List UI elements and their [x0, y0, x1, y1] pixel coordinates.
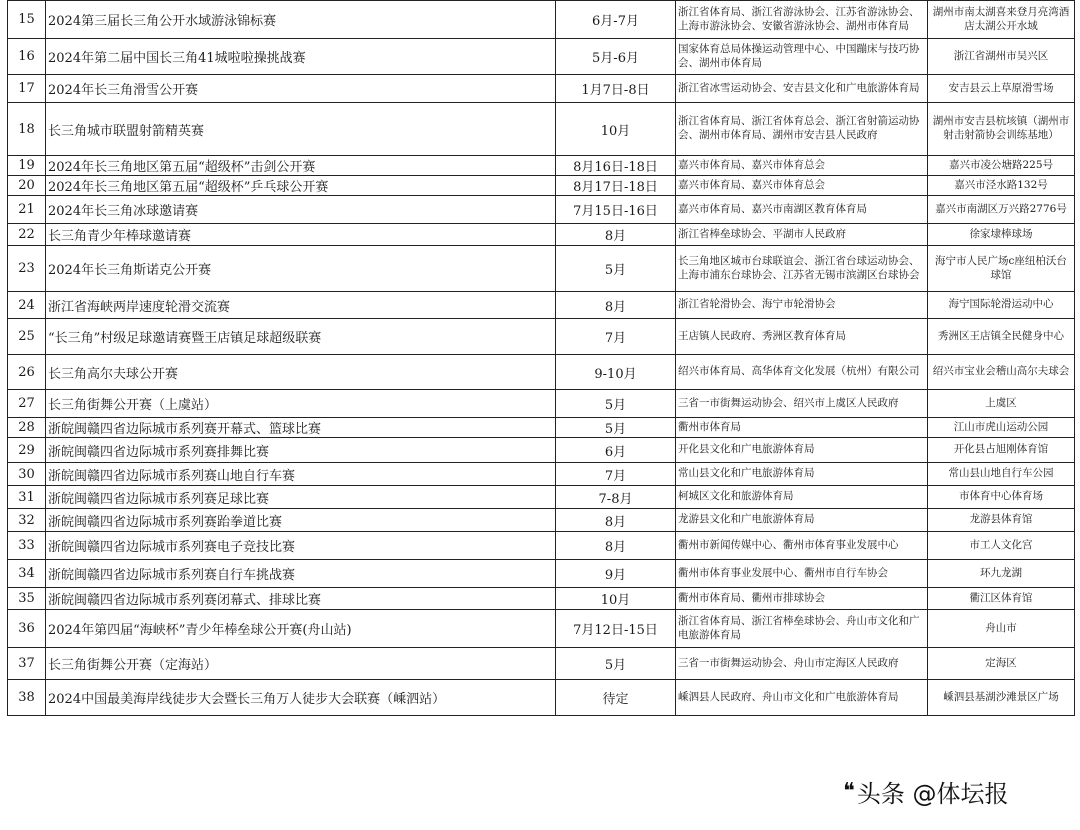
event-venue: 徐家埭棒球场: [928, 224, 1075, 246]
table-row: [8, 156, 1075, 176]
event-venue: 浙江省湖州市吴兴区: [928, 39, 1075, 75]
event-date: 5月: [556, 418, 676, 438]
event-venue: 绍兴市宝业会稽山高尔夫球会: [928, 355, 1075, 390]
event-date: 6月: [556, 438, 676, 463]
table-row: [8, 355, 1075, 390]
event-organizers: 常山县文化和广电旅游体育局: [676, 463, 928, 486]
table-row: [8, 319, 1075, 355]
event-venue: 嵊泗县基湖沙滩景区广场: [928, 680, 1075, 716]
event-name: 长三角城市联盟射箭精英赛: [46, 103, 556, 156]
event-venue: 市体育中心体育场: [928, 486, 1075, 509]
event-organizers: 王店镇人民政府、秀洲区教育体育局: [676, 319, 928, 355]
toutiao-logo-icon: ❝: [843, 779, 855, 804]
event-date: 7月: [556, 463, 676, 486]
event-organizers: 浙江省棒垒球协会、平湖市人民政府: [676, 224, 928, 246]
event-venue: 海宁市人民广场c座纽柏沃台球馆: [928, 246, 1075, 292]
event-organizers: 嘉兴市体育局、嘉兴市南湖区教育体育局: [676, 196, 928, 224]
row-number: 27: [8, 390, 46, 418]
row-number: 38: [8, 680, 46, 716]
row-number: 25: [8, 319, 46, 355]
row-number: 17: [8, 75, 46, 103]
event-date: 5月-6月: [556, 39, 676, 75]
event-name: 长三角青少年棒球邀请赛: [46, 224, 556, 246]
event-organizers: 三省一市街舞运动协会、舟山市定海区人民政府: [676, 648, 928, 680]
event-date: 10月: [556, 103, 676, 156]
event-organizers: 开化县文化和广电旅游体育局: [676, 438, 928, 463]
event-name: 2024第三届长三角公开水域游泳锦标赛: [46, 1, 556, 39]
event-name: 2024年第二届中国长三角41城啦啦操挑战赛: [46, 39, 556, 75]
row-number: 36: [8, 610, 46, 648]
event-organizers: 嘉兴市体育局、嘉兴市体育总会: [676, 156, 928, 176]
event-organizers: 衢州市体育事业发展中心、衢州市自行车协会: [676, 560, 928, 588]
event-date: 7月15日-16日: [556, 196, 676, 224]
event-venue: 市工人文化宫: [928, 532, 1075, 560]
event-venue: 安吉县云上草原滑雪场: [928, 75, 1075, 103]
row-number: 30: [8, 463, 46, 486]
event-organizers: 浙江省冰雪运动协会、安吉县文化和广电旅游体育局: [676, 75, 928, 103]
row-number: 37: [8, 648, 46, 680]
table-row: [8, 509, 1075, 532]
event-date: 9月: [556, 560, 676, 588]
event-name: 浙皖闽赣四省边际城市系列赛电子竞技比赛: [46, 532, 556, 560]
table-row: [8, 532, 1075, 560]
table-row: [8, 390, 1075, 418]
table-row: [8, 648, 1075, 680]
events-table: [7, 0, 1075, 716]
row-number: 15: [8, 1, 46, 39]
row-number: 23: [8, 246, 46, 292]
row-number: 34: [8, 560, 46, 588]
row-number: 29: [8, 438, 46, 463]
event-venue: 秀洲区王店镇全民健身中心: [928, 319, 1075, 355]
event-organizers: 长三角地区城市台球联谊会、浙江省台球运动协会、上海市浦东台球协会、江苏省无锡市滨湖区台球协会: [676, 246, 928, 292]
table-row: [8, 1, 1075, 39]
event-date: 1月7日-8日: [556, 75, 676, 103]
event-organizers: 衢州市体育局: [676, 418, 928, 438]
event-name: 浙皖闽赣四省边际城市系列赛开幕式、篮球比赛: [46, 418, 556, 438]
event-date: 待定: [556, 680, 676, 716]
event-name: 浙江省海峡两岸速度轮滑交流赛: [46, 292, 556, 319]
event-name: 2024年第四届“海峡杯”青少年棒垒球公开赛(舟山站): [46, 610, 556, 648]
event-venue: 嘉兴市南湖区万兴路2776号: [928, 196, 1075, 224]
event-organizers: 浙江省轮滑协会、海宁市轮滑协会: [676, 292, 928, 319]
event-date: 8月: [556, 532, 676, 560]
event-venue: 衢江区体育馆: [928, 588, 1075, 610]
event-name: 浙皖闽赣四省边际城市系列赛自行车挑战赛: [46, 560, 556, 588]
table-row: [8, 418, 1075, 438]
table-row: [8, 103, 1075, 156]
event-name: 浙皖闽赣四省边际城市系列赛跆拳道比赛: [46, 509, 556, 532]
event-venue: 上虞区: [928, 390, 1075, 418]
event-venue: 海宁国际轮滑运动中心: [928, 292, 1075, 319]
row-number: 32: [8, 509, 46, 532]
event-organizers: 浙江省体育局、浙江省游泳协会、江苏省游泳协会、上海市游泳协会、安徽省游泳协会、湖州市体育局: [676, 1, 928, 39]
table-row: [8, 588, 1075, 610]
event-date: 8月: [556, 292, 676, 319]
event-date: 8月: [556, 509, 676, 532]
table-row: [8, 39, 1075, 75]
table-row: [8, 438, 1075, 463]
event-venue: 环九龙湖: [928, 560, 1075, 588]
event-venue: 开化县占旭刚体育馆: [928, 438, 1075, 463]
event-name: 长三角高尔夫球公开赛: [46, 355, 556, 390]
event-organizers: 衢州市新闻传媒中心、衢州市体育事业发展中心: [676, 532, 928, 560]
table-row: [8, 246, 1075, 292]
event-organizers: 柯城区文化和旅游体育局: [676, 486, 928, 509]
event-name: 浙皖闽赣四省边际城市系列赛山地自行车赛: [46, 463, 556, 486]
table-row: [8, 75, 1075, 103]
event-organizers: 浙江省体育局、浙江省体育总会、浙江省射箭运动协会、湖州市体育局、湖州市安吉县人民政府: [676, 103, 928, 156]
event-organizers: 嘉兴市体育局、嘉兴市体育总会: [676, 176, 928, 196]
table-row: [8, 610, 1075, 648]
event-venue: 湖州市南太湖喜来登月亮湾酒店太湖公开水域: [928, 1, 1075, 39]
event-date: 5月: [556, 648, 676, 680]
event-name: 2024中国最美海岸线徒步大会暨长三角万人徒步大会联赛（嵊泗站）: [46, 680, 556, 716]
row-number: 19: [8, 156, 46, 176]
events-table-body: [8, 1, 1075, 716]
event-name: 2024年长三角地区第五届“超级杯”乒乓球公开赛: [46, 176, 556, 196]
event-organizers: 浙江省体育局、浙江省棒垒球协会、舟山市文化和广电旅游体育局: [676, 610, 928, 648]
event-venue: 嘉兴市凌公塘路225号: [928, 156, 1075, 176]
table-row: [8, 680, 1075, 716]
table-row: [8, 176, 1075, 196]
row-number: 20: [8, 176, 46, 196]
event-venue: 常山县山地自行车公园: [928, 463, 1075, 486]
event-date: 7月12日-15日: [556, 610, 676, 648]
row-number: 26: [8, 355, 46, 390]
row-number: 28: [8, 418, 46, 438]
row-number: 21: [8, 196, 46, 224]
row-number: 22: [8, 224, 46, 246]
event-date: 9-10月: [556, 355, 676, 390]
event-date: 8月17日-18日: [556, 176, 676, 196]
table-row: [8, 224, 1075, 246]
event-organizers: 国家体育总局体操运动管理中心、中国蹦床与技巧协会、湖州市体育局: [676, 39, 928, 75]
event-name: 2024年长三角冰球邀请赛: [46, 196, 556, 224]
event-date: 7-8月: [556, 486, 676, 509]
event-name: 2024年长三角滑雪公开赛: [46, 75, 556, 103]
event-date: 5月: [556, 390, 676, 418]
event-date: 6月-7月: [556, 1, 676, 39]
event-date: 5月: [556, 246, 676, 292]
event-name: 浙皖闽赣四省边际城市系列赛足球比赛: [46, 486, 556, 509]
event-name: 2024年长三角地区第五届“超级杯”击剑公开赛: [46, 156, 556, 176]
event-name: 2024年长三角斯诺克公开赛: [46, 246, 556, 292]
row-number: 31: [8, 486, 46, 509]
row-number: 16: [8, 39, 46, 75]
event-date: 7月: [556, 319, 676, 355]
event-name: 浙皖闽赣四省边际城市系列赛排舞比赛: [46, 438, 556, 463]
event-organizers: 嵊泗县人民政府、舟山市文化和广电旅游体育局: [676, 680, 928, 716]
event-date: 8月16日-18日: [556, 156, 676, 176]
event-name: “长三角”村级足球邀请赛暨王店镇足球超级联赛: [46, 319, 556, 355]
event-venue: 舟山市: [928, 610, 1075, 648]
table-row: [8, 560, 1075, 588]
watermark-text: 头条 @体坛报: [856, 780, 1009, 808]
row-number: 18: [8, 103, 46, 156]
watermark: [843, 774, 1008, 809]
event-name: 浙皖闽赣四省边际城市系列赛闭幕式、排球比赛: [46, 588, 556, 610]
event-venue: 嘉兴市泾水路132号: [928, 176, 1075, 196]
row-number: 24: [8, 292, 46, 319]
event-date: 8月: [556, 224, 676, 246]
event-organizers: 衢州市体育局、衢州市排球协会: [676, 588, 928, 610]
table-row: [8, 486, 1075, 509]
table-row: [8, 196, 1075, 224]
table-row: [8, 463, 1075, 486]
event-venue: 定海区: [928, 648, 1075, 680]
event-venue: 龙游县体育馆: [928, 509, 1075, 532]
event-organizers: 龙游县文化和广电旅游体育局: [676, 509, 928, 532]
table-row: [8, 292, 1075, 319]
event-name: 长三角街舞公开赛（定海站）: [46, 648, 556, 680]
row-number: 33: [8, 532, 46, 560]
event-organizers: 绍兴市体育局、高华体育文化发展（杭州）有限公司: [676, 355, 928, 390]
row-number: 35: [8, 588, 46, 610]
event-venue: 湖州市安吉县杭垓镇（湖州市射击射箭协会训练基地）: [928, 103, 1075, 156]
event-organizers: 三省一市街舞运动协会、绍兴市上虞区人民政府: [676, 390, 928, 418]
event-name: 长三角街舞公开赛（上虞站）: [46, 390, 556, 418]
event-date: 10月: [556, 588, 676, 610]
event-venue: 江山市虎山运动公园: [928, 418, 1075, 438]
